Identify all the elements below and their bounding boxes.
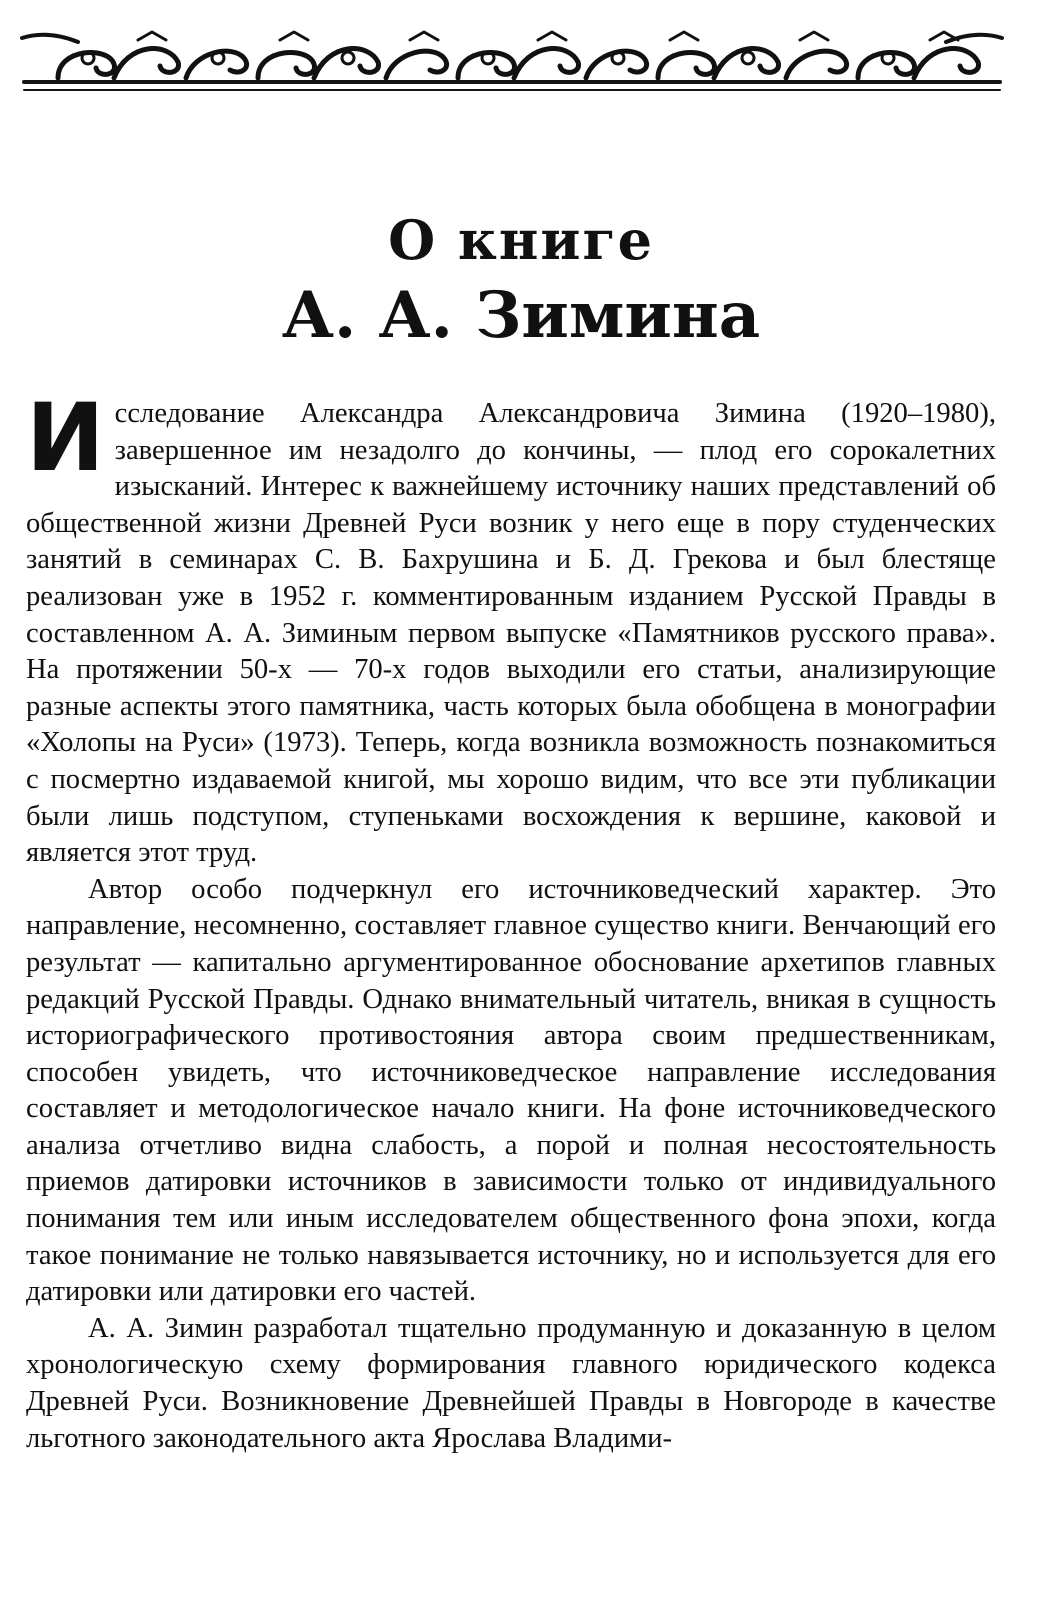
title-line-2: А. А. Зимина <box>281 278 761 353</box>
chapter-title <box>0 208 1042 356</box>
paragraph-1-text: сследование Александра Александровича Зимина (1920–1980), завершенное им незадолго до кончины, — плод его сорокалетних изысканий. Интерес к важнейшему источнику наших представлений об общественной жизни Древней Руси возник у него еще в пору студенческих занятий в семинарах С. В. Бахрушина и Б. Д. Грекова и был блестяще реализован уже в 1952 г. комментированным изданием Русской Правды в составленном А. А. Зиминым первом выпуске «Памятников русского права». На протяжении 50-х — 70-х годов выходили его статьи, анализирующие разные аспекты этого памятника, часть которых была обобщена в монографии «Холопы на Руси» (1973). Теперь, когда возникла возможность познакомиться с посмертно издаваемой книгой, мы хорошо видим, что все эти публикации были лишь подступом, ступеньками восхождения к вершине, каковой и является этот труд. <box>26 398 996 869</box>
paragraph-1 <box>26 384 996 872</box>
title-line-1: О книге <box>388 208 654 272</box>
drop-cap: И <box>26 384 105 493</box>
body-text <box>26 384 996 1457</box>
paragraph-2: Автор особо подчеркнул его источниковедческий характер. Это направление, несомненно, составляет главное существо книги. Венчающий его результат — капитально аргументированное обоснование архетипов главных редакций Русской Правды. Однако внимательный читатель, вникая в сущность историографического противостояния автора своим предшественникам, способен увидеть, что источниковедческое направление исследования составляет и методологическое начало книги. На фоне источниковедческого анализа отчетливо видна слабость, а порой и полная несостоятельность приемов датировки источников в зависимости только от индивидуального понимания тем или иным исследователем общественного фона эпохи, когда такое понимание не только навязывается источнику, но и используется для его датировки или датировки его частей. <box>26 873 996 1308</box>
decorative-ornament-border <box>18 28 1006 98</box>
paragraph-3: А. А. Зимин разработал тщательно продуманную и доказанную в целом хронологическую схему формирования главного юридического кодекса Древней Руси. Возникновение Древнейшей Правды в Новгороде в качестве льготного законодательного акта Ярослава Владими- <box>26 1312 996 1454</box>
